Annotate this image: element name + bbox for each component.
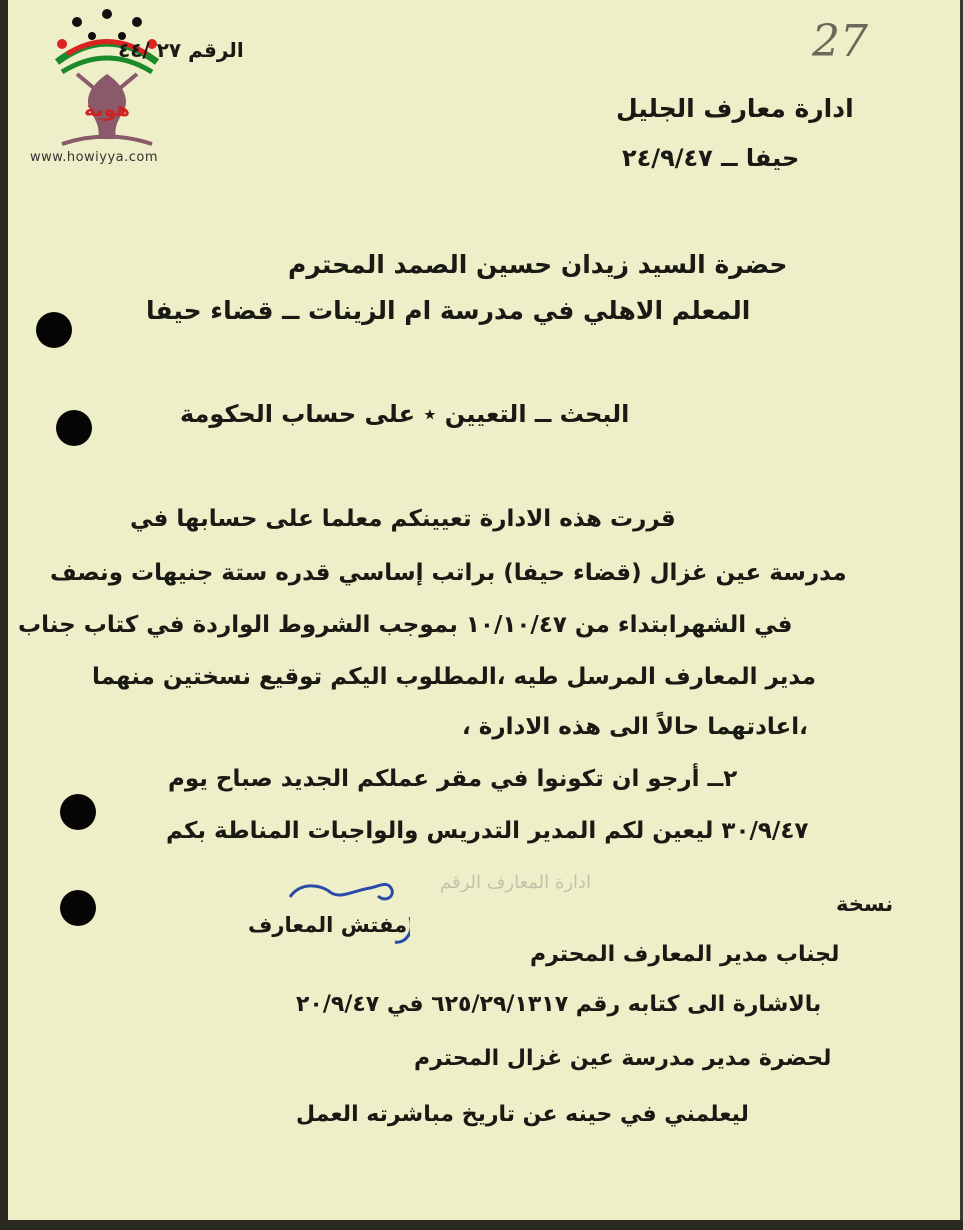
addressee-line1: حضرة السيد زيدان حسين الصمد المحترم [288,250,788,279]
stamp-text-1: ادارة المعارف [486,872,592,893]
body-line-5: ،اعادتهما حالاً الى هذه الادارة ، [462,714,808,740]
addressee-line2: المعلم الاهلي في مدرسة ام الزينات ــ قضاء حيفا [146,296,751,325]
place-date: حيفا ــ ٢٤/٩/٤٧ [622,144,800,172]
body-line-3: في الشهرابتداء من ١٠/١٠/٤٧ بموجب الشروط الواردة في كتاب جناب [18,612,793,638]
body-line-7: ٣٠/٩/٤٧ ليعين لكم المدير التدريس والواجبات المناطة بكم [166,818,809,844]
copy-line-2: بالاشارة الى كتابه رقم ٦٢٥/٢٩/١٣١٧ في ٢٠/٩/٤٧ [296,992,822,1017]
body-line-2: مدرسة عين غزال (قضاء حيفا) براتب إساسي قدره ستة جنيهات ونصف [50,560,847,586]
body-line-1: قررت هذه الادارة تعيينكم معلما على حسابها في [130,506,676,532]
department-name: ادارة معارف الجليل [616,94,854,123]
punch-hole-4 [60,890,96,926]
handwritten-signature [280,872,410,952]
scan-edge-bottom [0,1220,963,1230]
copy-line-1: لجناب مدير المعارف المحترم [530,942,840,967]
punch-hole-1 [36,312,72,348]
copy-line-4: ليعلمني في حينه عن تاريخ مباشرته العمل [296,1102,749,1127]
logo-text: هوية [83,97,131,121]
copy-line-3: لحضرة مدير مدرسة عين غزال المحترم [414,1046,832,1071]
reference-number: الرقم ٢٧ /٤٤ [118,38,244,62]
punch-hole-3 [60,794,96,830]
watermark-url: www.howiyya.com [30,150,159,165]
howiyya-logo [22,4,192,174]
body-line-6: ٢ــ أرجو ان تكونوا في مقر عملكم الجديد صباح يوم [168,766,738,792]
page-number: 27 [812,16,868,67]
subject-line: البحث ــ التعيين ٭ على حساب الحكومة [180,400,630,428]
signature-title: مفتش المعارف [248,913,408,937]
punch-hole-2 [56,410,92,446]
copy-label: نسخة [836,892,894,916]
scan-edge-left [0,0,8,1230]
body-line-4: مدير المعارف المرسل طيه ،المطلوب اليكم توقيع نسختين منهما [92,664,816,690]
stamp-text-2: الرقم [440,872,482,893]
